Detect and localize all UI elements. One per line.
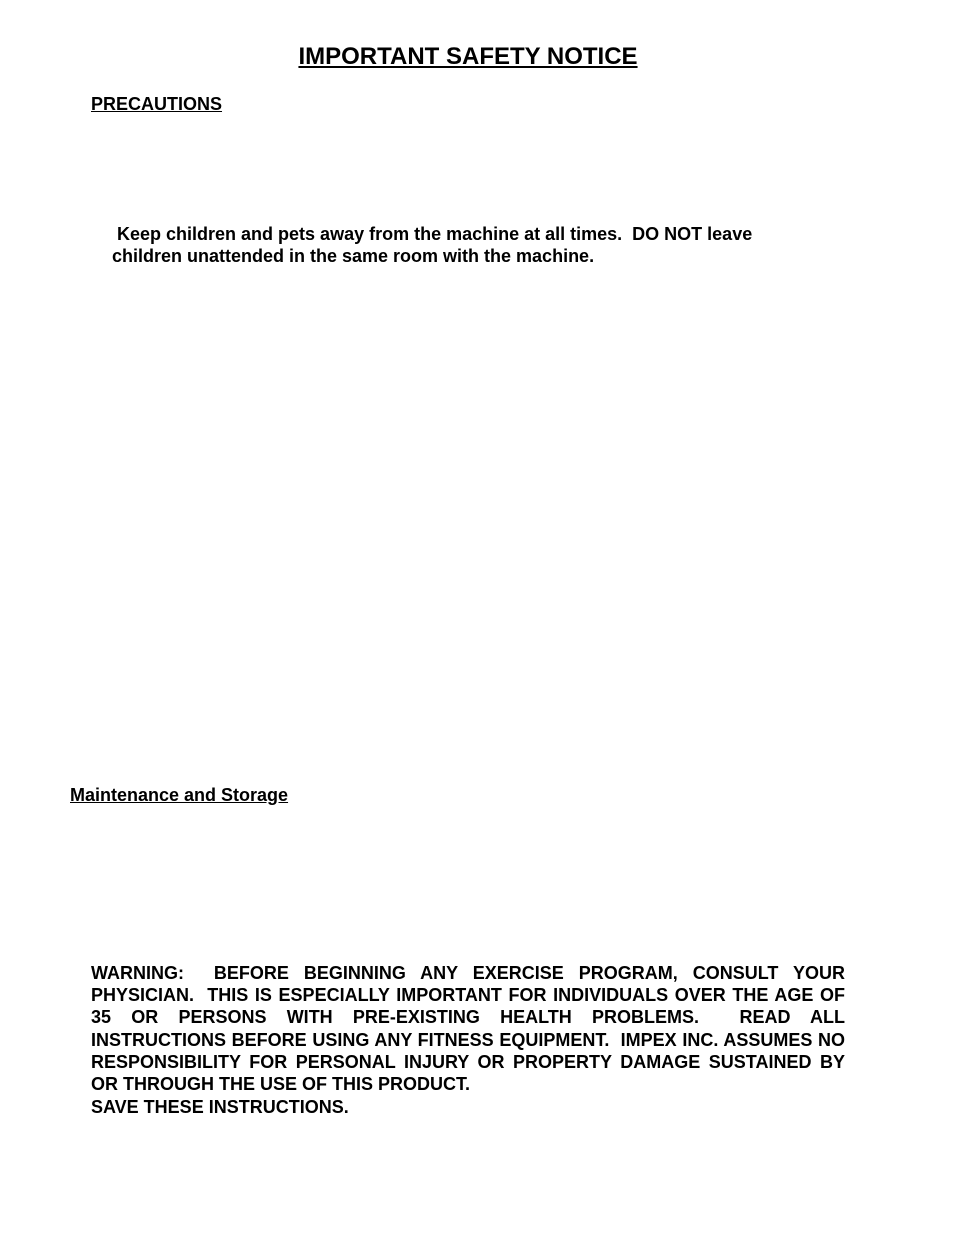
children-pets-warning: Keep children and pets away from the machine at all times. DO NOT leave children unattended in the same room with the machine. — [112, 224, 758, 266]
precautions-heading: PRECAUTIONS — [91, 94, 223, 114]
exercise-warning-paragraph: WARNING: BEFORE BEGINNING ANY EXERCISE PROGRAM, CONSULT YOUR PHYSICIAN. THIS IS ESPECIALLY IMPORTANT FOR INDIVIDUALS OVER THE AGE OF 35 OR PERSONS WITH PRE-EXISTING HEALTH PROBLEMS. READ ALL INSTRUCTIONS BEFORE USING ANY FITNESS EQUIPMENT. IMPEX INC. ASSUMES NO RESPONSIBILITY FOR PERSONAL INJURY OR PROPERTY DAMAGE SUSTAINED BY OR THROUGH THE USE OF THIS PRODUCT. — [91, 963, 851, 1095]
save-instructions-note: SAVE THESE INSTRUCTIONS. — [91, 1097, 349, 1117]
maintenance-storage-heading: Maintenance and Storage — [70, 785, 289, 805]
page-title: IMPORTANT SAFETY NOTICE — [298, 43, 638, 70]
